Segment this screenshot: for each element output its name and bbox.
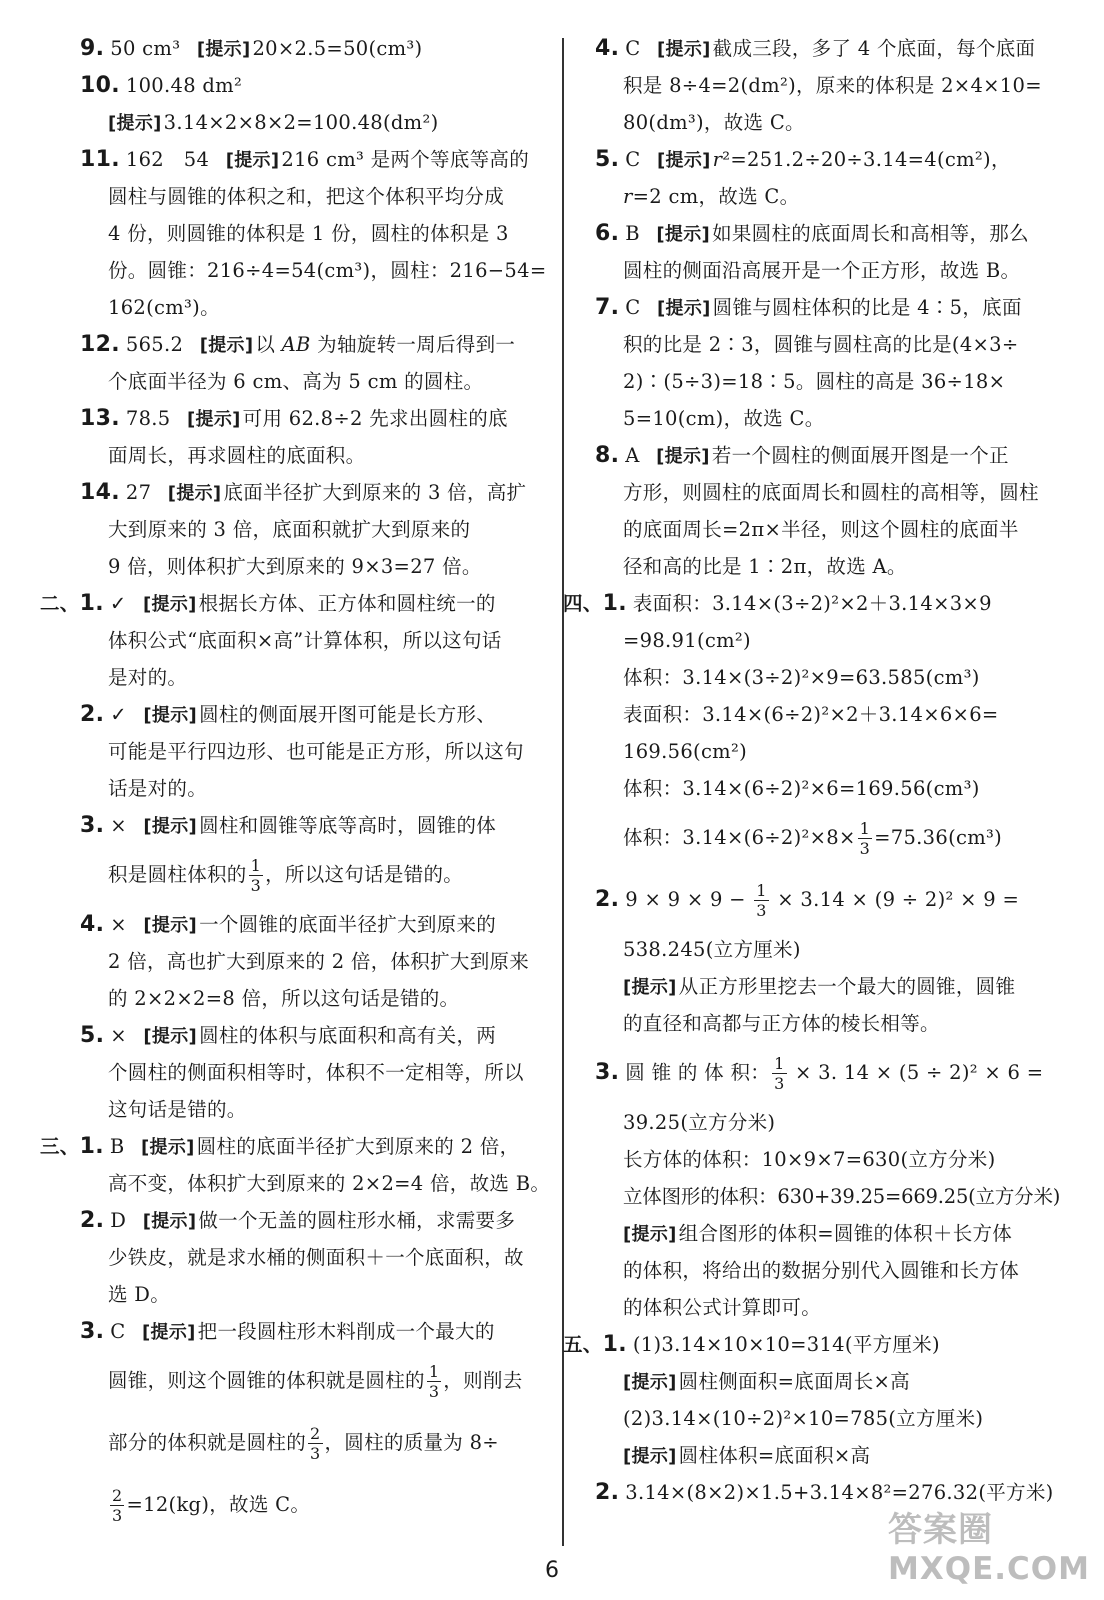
left-column: 9. 50 cm³ [提示] 20×2.5=50(cm³) 10. 100.48 dm² [提示] 3.14×2×8×2=100.48(dm²) 11. 162 54 [提示] 216 cm³ 是两个等底等高的 圆柱与圆锥的体积之和，把这个体积平均分成 4 份，则圆锥的体积是 1 份，圆柱的体积是 3 份。圆锥：216÷4=54(cm³)，圆柱：216−54= 162(cm³)。 12. 565.2 [提示] 以 AB 为轴旋转一周后得到一 个底面半径为 6 cm、高为 5 cm 的圆柱。 13. 78.5 [提示] 可用 62.8÷2 先求出圆柱的底 面周长，再求圆柱的底面积。 14. 27 [提示] 底面半径扩大到原来的 3 倍，高扩 大到原来的 3 倍，底面积就扩大到原来的 9 倍，则体积扩大到原来的 9×3=27 倍。 二、1. ✓ [提示] 根据长方体、正方体和圆柱统一的 体积公式“底面积×高”计算体积，所以这句话 是对的。 2. ✓ [提示] 圆柱的侧面展开图可能是长方形、 可能是平行四边形、也可能是正方形，所以这句 话是对的。 3. × [提示] 圆柱和圆锥等底等高时，圆锥的体 积是圆柱体积的 $\frac{1}{3}$ ，所以这句话是错的。 4. × [提示] 一个圆锥的底面半径扩大到原来的 2 倍，高也扩大到原来的 2 倍，体积扩大到原来 的 2×2×2=8 倍，所以这句话是错的。 5. × [提示] 圆柱的体积与底面积和高有关，两 个圆柱的侧面积相等时，体积不一定相等，所以 这句话是错的。 三、1. B [提示] 圆柱的底面半径扩大到原来的 2 倍， 高不变，体积扩大到原来的 2×2=4 倍，故选 B。 2. D [提示] 做一个无盖的圆柱形水桶，求需要多 少铁皮，就是求水桶的侧面积＋一个底面积，故 选 D。 3. C [提示] 把一段圆柱形木料削成一个最大的 圆锥，则这个圆锥的体积就是圆柱的 $\frac{1}{3}$ ，则削去 部分的体积就是圆柱的 $\frac{2}{3}$ ，圆柱的质量为 8÷ $\frac{2}{3}$ =12(kg)，故选 C。 — [80, 30, 550, 1536]
section-4-answer-2: 2. 9 × 9 × 9 − $\frac{1}{3}$ × 3.14 × (9 ÷ 2)² × 9 = — [595, 881, 1020, 920]
answer-6: 6. B [提示] 如果圆柱的底面周长和高相等，那么 — [595, 215, 1090, 252]
answer-7: 7. C [提示] 圆锥与圆柱体积的比是 4∶5，底面 — [595, 289, 1090, 326]
right-column: 4. C [提示] 截成三段，多了 4 个底面，每个底面 积是 8÷4=2(dm²)，原来的体积是 2×4×10= 80(dm³)，故选 C。 5. C [提示] r²=251.2÷20÷3.14=4(cm²)， r=2 cm，故选 C。 6. B [提示] 如果圆柱的底面周长和高相等，那么 圆柱的侧面沿高展开是一个正方形，故选 B。 7. C [提示] 圆锥与圆柱体积的比是 4∶5，底面 积的比是 2∶3，圆锥与圆柱高的比是(4×3÷ 2)∶(5÷3)=18∶5。圆柱的高是 36÷18× 5=10(cm)，故选 C。 8. A [提示] 若一个圆柱的侧面展开图是一个正 方形，则圆柱的底面周长和圆柱的高相等，圆柱 的底面周长=2π×半径，则这个圆柱的底面半 径和高的比是 1∶2π，故选 A。 四、1. 表面积：3.14×(3÷2)²×2＋3.14×3×9 =98.91(cm²) 体积：3.14×(3÷2)²×9=63.585(cm³) 表面积：3.14×(6÷2)²×2＋3.14×6×6= 169.56(cm²) 体积：3.14×(6÷2)²×6=169.56(cm³) 体积：3.14×(6÷2)²×8× $\frac{1}{3}$ =75.36(cm³) 2. 9 × 9 × 9 − $\frac{1}{3}$ × 3.14 × (9 ÷ 2)² × 9 = 538.245(立方厘米) [提示] 从正方形里挖去一个最大的圆锥，圆锥 的直径和高都与正方体的棱长相等。 3. 圆 锥 的 体 积： $\frac{1}{3}$ × 3. 14 × (5 ÷ 2)² × 6 = 39.25(立方分米) 长方体的体积：10×9×7=630(立方分米) 立体图形的体积：630+39.25=669.25(立方分米) [提示] 组合图形的体积=圆锥的体积＋长方体 的体积，将给出的数据分别代入圆锥和长方体 的体积公式计算即可。 五、1. (1)3.14×10×10=314(平方厘米) [提示] 圆柱侧面积=底面周长×高 (2)3.14×(10÷2)²×10=785(立方厘米) [提示] 圆柱体积=底面积×高 2. 3.14×(8×2)×1.5+3.14×8²=276.32(平方米) — [595, 30, 1090, 1511]
fraction: $\frac{2}{3}$ — [310, 1424, 321, 1463]
tip-label: [提示] — [143, 915, 198, 936]
tip-label: [提示] — [623, 1224, 677, 1245]
tip-label: [提示] — [623, 1372, 677, 1393]
tip-label: [提示] — [187, 409, 241, 430]
section-2-answer-5: 5. × [提示] 圆柱的体积与底面积和高有关，两 — [80, 1017, 550, 1054]
tip-label: [提示] — [142, 1211, 197, 1232]
fraction: $\frac{1}{3}$ — [859, 819, 871, 858]
tip-label: [提示] — [143, 705, 198, 726]
section-3-answer-3: 3. C [提示] 把一段圆柱形木料削成一个最大的 — [80, 1313, 550, 1350]
watermark-text: 答案圈 — [887, 1510, 993, 1550]
section-2-answer-3: 3. × [提示] 圆柱和圆锥等底等高时，圆锥的体 — [80, 807, 550, 844]
section-4-answer-1: 四、1. 表面积：3.14×(3÷2)²×2＋3.14×3×9 — [563, 591, 992, 616]
tip-label: [提示] — [143, 816, 198, 837]
answer-8: 8. A [提示] 若一个圆柱的侧面展开图是一个正 — [595, 437, 1090, 474]
section-3-answer-1: 三、1. B [提示] 圆柱的底面半径扩大到原来的 2 倍， — [40, 1128, 550, 1165]
tip-label: [提示] — [199, 335, 254, 356]
tip-label: [提示] — [657, 298, 711, 319]
tip-label: [提示] — [225, 150, 280, 171]
watermark-site: MXQE.COM — [887, 1551, 1090, 1587]
section-2-answer-1: 二、1. ✓ [提示] 根据长方体、正方体和圆柱统一的 — [40, 585, 550, 622]
answer-4: 4. C [提示] 截成三段，多了 4 个底面，每个底面 — [595, 30, 1090, 67]
section-5-answer-2: 2. 3.14×(8×2)×1.5+3.14×8²=276.32(平方米) — [595, 1480, 1054, 1505]
fraction: $\frac{1}{3}$ — [250, 856, 262, 895]
watermark — [888, 1502, 1090, 1587]
page-number: 6 — [545, 1558, 559, 1583]
tip-label: [提示] — [656, 446, 710, 467]
section-4-answer-3: 3. 圆 锥 的 体 积： $\frac{1}{3}$ × 3. 14 × (5 ÷ 2)² × 6 = — [595, 1054, 1044, 1093]
tip-label: [提示] — [142, 1322, 196, 1343]
tip-label: [提示] — [196, 39, 251, 60]
tip-label: [提示] — [657, 39, 711, 60]
tip-label: [提示] — [143, 1026, 198, 1047]
tip-label: [提示] — [623, 1446, 677, 1467]
tip-label: [提示] — [167, 483, 222, 504]
answer-9: 9. 50 cm³ [提示] 20×2.5=50(cm³) — [80, 30, 550, 67]
fraction: $\frac{1}{3}$ — [756, 881, 767, 920]
answer-5: 5. C [提示] r²=251.2÷20÷3.14=4(cm²)， — [595, 141, 1090, 178]
tip-label: [提示] — [623, 977, 677, 998]
section-2-answer-2: 2. ✓ [提示] 圆柱的侧面展开图可能是长方形、 — [80, 696, 550, 733]
fraction: $\frac{1}{3}$ — [774, 1054, 785, 1093]
fraction: $\frac{1}{3}$ — [428, 1362, 440, 1401]
section-5-answer-1: 五、1. (1)3.14×10×10=314(平方厘米) — [563, 1332, 940, 1357]
section-2-answer-4: 4. × [提示] 一个圆锥的底面半径扩大到原来的 — [80, 906, 550, 943]
tip-label: [提示] — [657, 150, 711, 171]
answer-14: 14. 27 [提示] 底面半径扩大到原来的 3 倍，高扩 — [80, 474, 550, 511]
fraction: $\frac{2}{3}$ — [112, 1486, 123, 1525]
tip-label: [提示] — [143, 594, 197, 615]
tip-label: [提示] — [108, 113, 162, 134]
column-divider — [562, 38, 564, 1546]
answer-12: 12. 565.2 [提示] 以 AB 为轴旋转一周后得到一 — [80, 326, 550, 363]
tip-label: [提示] — [656, 224, 711, 245]
section-3-answer-2: 2. D [提示] 做一个无盖的圆柱形水桶，求需要多 — [80, 1202, 550, 1239]
answer-11: 11. 162 54 [提示] 216 cm³ 是两个等底等高的 — [80, 141, 550, 178]
tip-label: [提示] — [141, 1137, 195, 1158]
answer-10: 10. 100.48 dm² — [80, 73, 243, 98]
answer-13: 13. 78.5 [提示] 可用 62.8÷2 先求出圆柱的底 — [80, 400, 550, 437]
